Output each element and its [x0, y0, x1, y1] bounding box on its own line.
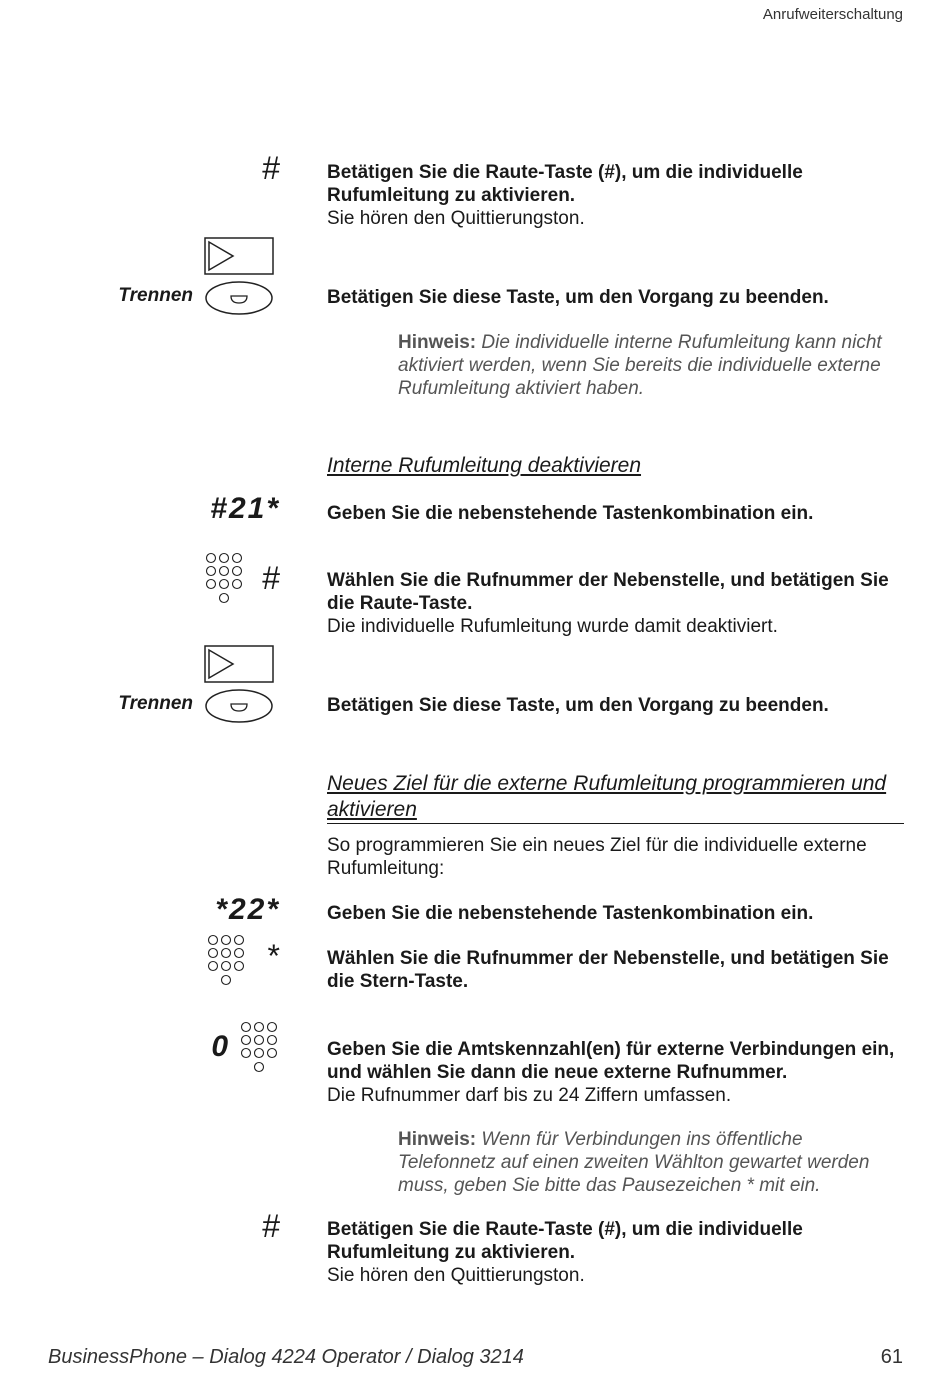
keypad-icon [204, 551, 246, 607]
page-number: 61 [880, 1346, 903, 1368]
note-label: Hinweis: [398, 1129, 477, 1150]
footer-title: BusinessPhone – Dialog 4224 Operator / Dialog 3214 [48, 1346, 524, 1368]
note-block [398, 1128, 898, 1197]
instruction-block [327, 1038, 907, 1107]
key-code: *22* [215, 893, 280, 926]
instruction-block [327, 1218, 907, 1287]
instruction-normal: Die Rufnummer darf bis zu 24 Ziffern umfassen. [327, 1085, 732, 1106]
section-heading: Neues Ziel für die externe Rufumleitung programmieren und aktivieren [327, 771, 904, 824]
instruction-bold: Wählen Sie die Rufnummer der Nebenstelle, und betätigen Sie die Raute-Taste. [327, 570, 889, 614]
hash-key-symbol: # [262, 150, 280, 186]
instruction-normal: Sie hören den Quittierungston. [327, 208, 585, 229]
trennen-label: Trennen [118, 285, 193, 306]
keypad-icon [206, 933, 248, 989]
instruction-normal: Die individuelle Rufumleitung wurde damit deaktiviert. [327, 616, 778, 637]
instruction-bold: Betätigen Sie die Raute-Taste (#), um die individuelle Rufumleitung zu aktivieren. [327, 1219, 803, 1263]
running-header: Anrufweiterschaltung [762, 6, 903, 23]
instruction-normal: Sie hören den Quittierungston. [327, 1265, 585, 1286]
instruction-bold: Betätigen Sie diese Taste, um den Vorgang zu beenden. [327, 287, 829, 308]
note-text: Die individuelle interne Rufumleitung kann nicht aktiviert werden, wenn Sie bereits die individuelle externe Rufumleitung aktiviert haben. [398, 332, 882, 399]
trennen-label: Trennen [118, 693, 193, 714]
section-intro: So programmieren Sie ein neues Ziel für die individuelle externe Rufumleitung: [327, 835, 867, 879]
instruction-bold: Geben Sie die nebenstehende Tastenkombination ein. [327, 903, 814, 924]
instruction-bold: Wählen Sie die Rufnummer der Nebenstelle, und betätigen Sie die Stern-Taste. [327, 948, 889, 992]
hash-key-symbol: # [262, 560, 280, 596]
instruction-block [327, 161, 907, 230]
trennen-key-icon [203, 644, 277, 726]
instruction-bold: Betätigen Sie die Raute-Taste (#), um die individuelle Rufumleitung zu aktivieren. [327, 162, 803, 206]
zero-key-symbol: 0 [211, 1030, 230, 1063]
trennen-key-icon [203, 236, 277, 318]
instruction-bold: Geben Sie die nebenstehende Tastenkombination ein. [327, 503, 814, 524]
key-code: #21* [210, 492, 280, 525]
note-block [398, 331, 898, 400]
section-heading: Interne Rufumleitung deaktivieren [327, 454, 642, 477]
instruction-bold: Betätigen Sie diese Taste, um den Vorgang zu beenden. [327, 695, 829, 716]
hash-key-symbol: # [262, 1208, 280, 1244]
keypad-icon [239, 1020, 281, 1076]
instruction-block [327, 569, 907, 638]
note-text: Wenn für Verbindungen ins öffentliche Telefonnetz auf einen zweiten Wählton gewartet werden muss, geben Sie bitte das Pausezeichen * mit ein. [398, 1129, 870, 1196]
instruction-bold: Geben Sie die Amtskennzahl(en) für externe Verbindungen ein, und wählen Sie dann die neue externe Rufnummer. [327, 1039, 895, 1083]
note-label: Hinweis: [398, 332, 477, 353]
star-key-symbol: * [267, 938, 280, 974]
